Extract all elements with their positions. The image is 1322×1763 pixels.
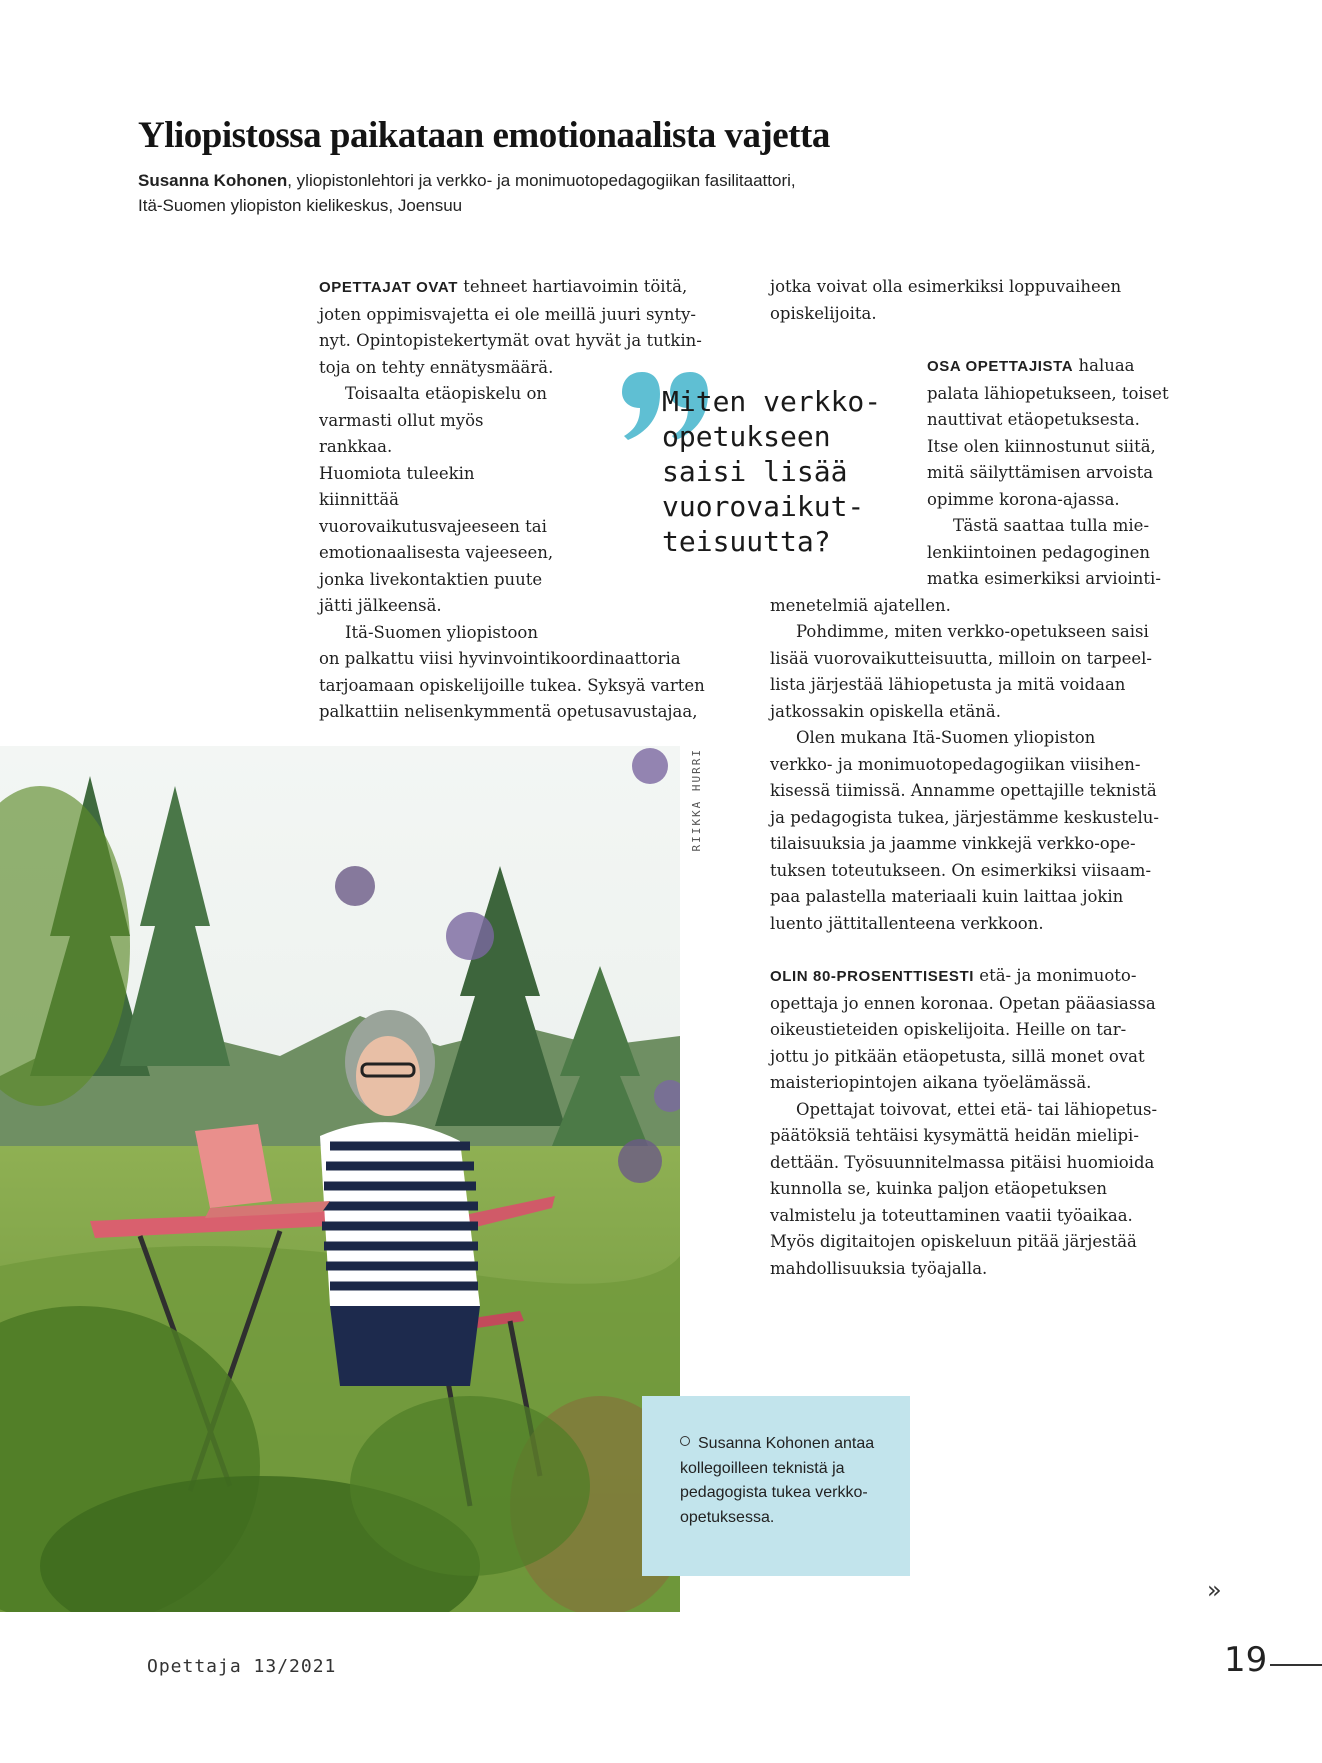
paragraph: OSA OPETTAJISTA haluaa palata lähiopetukseen, toiset nauttivat etäopetuksesta. Itse olen kiinnostunut siitä, mitä säilyttämisen arvoista opimme korona-ajassa. <box>927 356 1169 509</box>
author-role: , yliopistonlehtori ja verkko- ja monimuotopedagogiikan fasilitaattori, <box>287 171 796 190</box>
paragraph: menetelmiä ajatellen. <box>770 595 951 615</box>
paragraph: OLIN 80-PROSENTTISESTI etä- ja monimuoto- opettaja jo ennen koronaa. Opetan pääasiassa oikeustieteiden opiskelijoita. Heille on tar- jottu jo pitkään etäopetusta, sillä monet ovat maisteriopintojen aikana työelämässä. <box>770 966 1156 1092</box>
caption-text: Susanna Kohonen antaa kollegoilleen teknistä ja pedagogista tukea verkko-opetuksessa. <box>680 1435 875 1526</box>
paragraph: Pohdimme, miten verkko-opetukseen saisi lisää vuorovaikutteisuutta, milloin on tarpeel- lista järjestää lähiopetusta ja mitä voidaan jatkossakin opiskella etänä. <box>770 622 1152 721</box>
paragraph: Opettajat toivovat, ettei etä- tai lähiopetus- päätöksiä tehtäisi kysymättä heidän mielipi- dettään. Työsuunnitelmassa pitäisi huomioida kunnolla se, kuinka paljon etäopetuksen valmistelu ja toteuttaminen vaatii työaikaa. Myös digitaitojen opiskeluun pitää järjestää mahdollisuuksia työajalla. <box>770 1099 1158 1278</box>
photo-caption <box>642 1396 910 1576</box>
paragraph: Tästä saattaa tulla mie- lenkiintoinen pedagoginen matka esimerkiksi arviointi- <box>927 516 1161 588</box>
paragraph-lead: OSA OPETTAJISTA <box>927 358 1074 375</box>
article-photo <box>0 746 680 1612</box>
paragraph: Olen mukana Itä-Suomen yliopiston verkko- ja monimuotopedagogiikan viisihen- kisessä tiimissä. Annamme opettajille teknistä ja pedagogista tukea, järjestämme keskustelu- tilaisuuksia ja jaamme vinkkejä verkko-ope- tuksen toteutukseen. On esimerkiksi viisaam- paa palastella materiaali kuin laittaa jokin luento jättitallenteena verkkoon. <box>770 728 1159 933</box>
page-number: 19 <box>1224 1640 1268 1680</box>
wrapped-block <box>927 353 1190 593</box>
magazine-issue: Opettaja 13/2021 <box>147 1656 337 1677</box>
paragraph: OPETTAJAT OVAT tehneet hartiavoimin töitä, joten oppimisvajetta ei ole meillä juuri synty- nyt. Opintopistekertymät ovat hyvät ja tutkin- toja on tehty ennätysmäärä. <box>319 277 702 377</box>
paragraph: jotka voivat olla esimerkiksi loppuvaiheen opiskelijoita. <box>770 277 1122 323</box>
pull-quote: Miten verkko- opetukseen saisi lisää vuorovaikut- teisuutta? <box>662 385 882 558</box>
page-number-rule <box>1270 1664 1322 1666</box>
caption-bullet-icon <box>680 1436 690 1446</box>
paragraph: Itä-Suomen yliopistoon on palkattu viisi hyvinvointikoordinaattoria tarjoamaan opiskelijoille tukea. Syksyä varten palkattiin nelisenkymmentä opetusavustajaa, <box>319 622 705 721</box>
photo-illustration <box>0 746 680 1612</box>
photo-credit: RIIKKA HURRI <box>690 748 703 852</box>
author-affiliation: Itä-Suomen yliopiston kielikeskus, Joensuu <box>138 196 463 215</box>
author-name: Susanna Kohonen <box>138 171 288 190</box>
double-chevron-right-icon: » <box>1207 1576 1222 1604</box>
paragraph: Toisaalta etäopiskelu on varmasti ollut myös rankkaa. Huomiota tuleekin kiinnittää vuorovaikutusvajeeseen tai emotionaalisesta vajeeseen, jonka livekontaktien puute jätti jälkeensä. <box>319 384 554 615</box>
byline <box>138 168 1038 218</box>
paragraph-lead: OLIN 80-PROSENTTISESTI <box>770 968 975 985</box>
paragraph-lead: OPETTAJAT OVAT <box>319 279 458 296</box>
article-title: Yliopistossa paikataan emotionaalista vajetta <box>138 115 830 156</box>
